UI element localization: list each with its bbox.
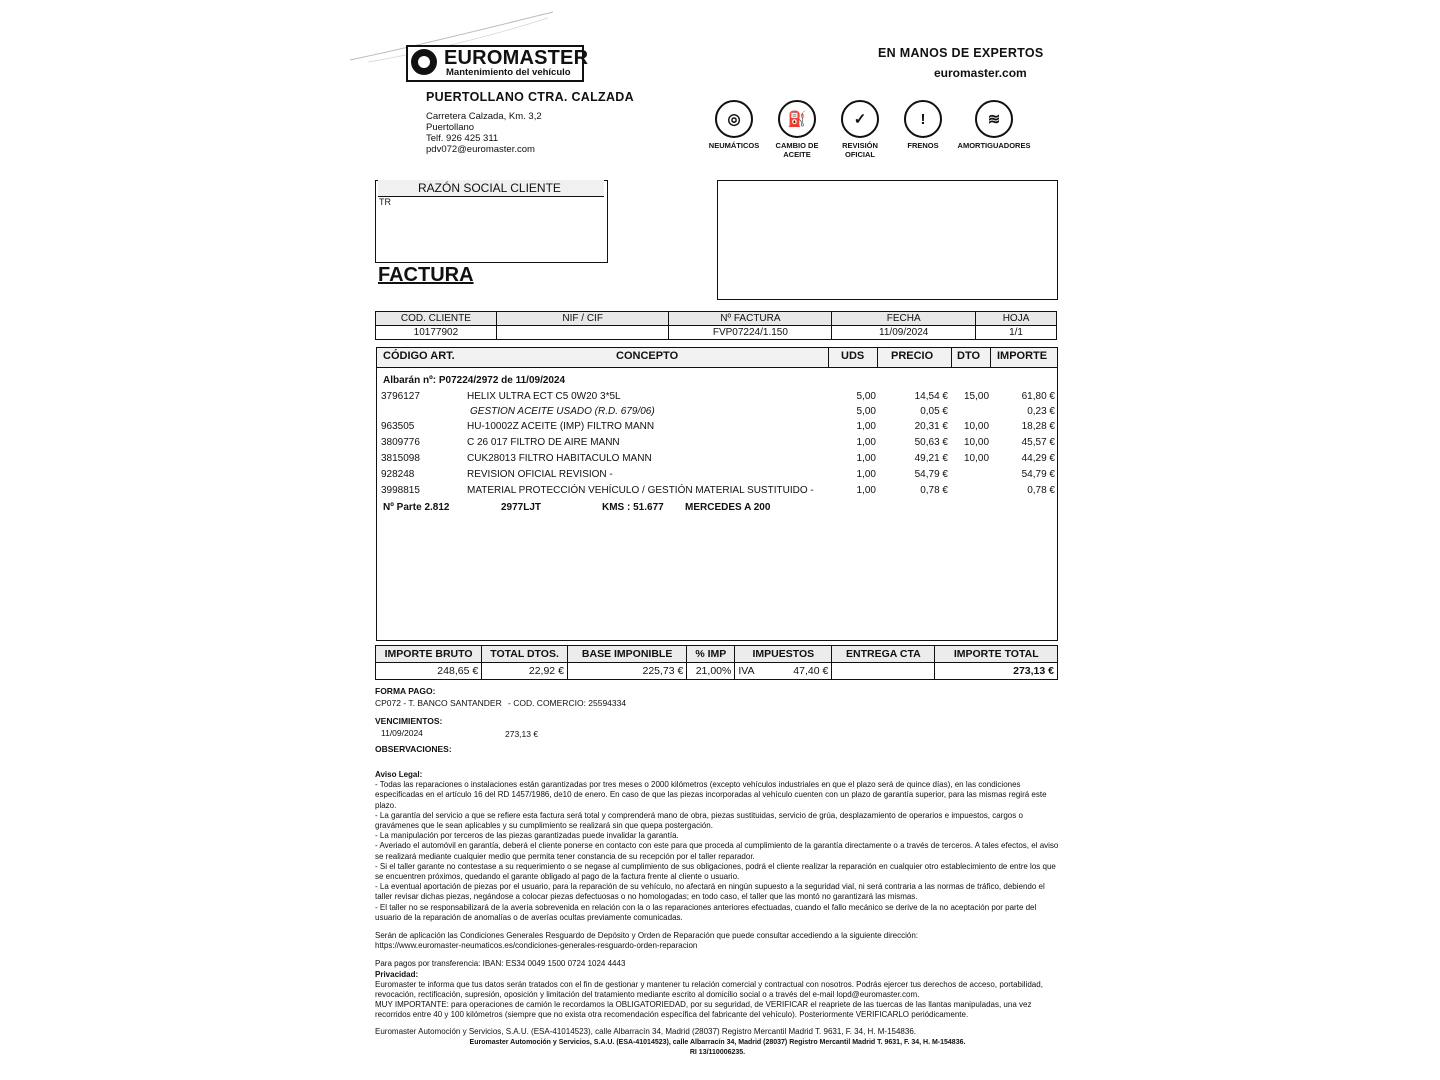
table-row: GESTION ACEITE USADO (R.D. 679/06) 5,00 0,05 € 0,23 € bbox=[470, 406, 1055, 417]
table-row: 963505 HU-10002Z ACEITE (IMP) FILTRO MANN 1,00 20,31 € 10,00 18,28 € bbox=[381, 421, 1055, 432]
client-code: 10177902 bbox=[376, 326, 497, 340]
tax-amount: 47,40 € bbox=[793, 665, 829, 677]
items-table bbox=[376, 347, 1058, 641]
service-shock-absorbers: ≋ AMORTIGUADORES bbox=[954, 100, 1034, 150]
totals-table: IMPORTE BRUTO TOTAL DTOS. BASE IMPONIBLE % IMP IMPUESTOS ENTREGA CTA IMPORTE TOTAL 248,65 € 22,92 € 225,73 € 21,00% IVA 47,40 € 273,13 € bbox=[375, 645, 1058, 680]
service-tires: ◎ NEUMÁTICOS bbox=[694, 100, 774, 150]
albaran-line: Albarán nº: P07224/2972 de 11/09/2024 bbox=[383, 375, 566, 386]
page-number: 1/1 bbox=[976, 326, 1057, 340]
table-row: 3809776 C 26 017 FILTRO DE AIRE MANN 1,00 50,63 € 10,00 45,57 € bbox=[381, 437, 1055, 448]
observations-label: OBSERVACIONES: bbox=[375, 744, 452, 754]
table-row: 3796127 HELIX ULTRA ECT C5 0W20 3*5L 5,00 14,54 € 15,00 61,80 € bbox=[381, 391, 1055, 402]
brake-icon: ! bbox=[904, 100, 942, 138]
shock-absorber-icon: ≋ bbox=[975, 100, 1013, 138]
brand-name: EUROMASTER bbox=[444, 47, 589, 69]
brand-website: euromaster.com bbox=[934, 66, 1027, 80]
shop-name: PUERTOLLANO CTRA. CALZADA bbox=[426, 90, 634, 104]
brand-subtitle: Mantenimiento del vehículo bbox=[446, 67, 571, 78]
conditions-url: https://www.euromaster-neumaticos.es/condiciones-generales-resguardo-orden-reparacion bbox=[375, 941, 698, 951]
taxable-base: 225,73 € bbox=[567, 663, 686, 680]
due-date: 11/09/2024 bbox=[381, 728, 423, 738]
account-payment bbox=[832, 663, 935, 680]
client-name: TR bbox=[379, 197, 391, 207]
tax-percent: 21,00% bbox=[687, 663, 735, 680]
gross-amount: 248,65 € bbox=[376, 663, 482, 680]
invoice-number: FVP07224/1.150 bbox=[669, 326, 832, 340]
commerce-code: - COD. COMERCIO: 25594334 bbox=[508, 698, 627, 708]
document-title: FACTURA bbox=[378, 264, 474, 286]
shop-city: Puertollano bbox=[426, 122, 475, 133]
client-title-bar bbox=[378, 180, 604, 197]
due-label: VENCIMIENTOS: bbox=[375, 716, 443, 726]
invoice-header-table: COD. CLIENTE NIF / CIF Nº FACTURA FECHA HOJA 10177902 FVP07224/1.150 11/09/2024 1/1 bbox=[375, 311, 1057, 340]
service-brakes: ! FRENOS bbox=[883, 100, 963, 150]
shop-email: pdv072@euromaster.com bbox=[426, 144, 535, 155]
total-amount: 273,13 € bbox=[935, 663, 1058, 680]
table-row: 3815098 CUK28013 FILTRO HABITACULO MANN 1,00 49,21 € 10,00 44,29 € bbox=[381, 453, 1055, 464]
shipping-address-box bbox=[717, 180, 1058, 300]
payment-label: FORMA PAGO: bbox=[375, 686, 436, 696]
nif-cif bbox=[496, 326, 669, 340]
tire-icon: ◎ bbox=[715, 100, 753, 138]
brand-tagline: EN MANOS DE EXPERTOS bbox=[878, 46, 1044, 60]
table-row: 3998815 MATERIAL PROTECCIÓN VEHÍCULO / GESTIÓN MATERIAL SUSTITUIDO - 1,00 0,78 € 0,78 € bbox=[381, 485, 1055, 496]
tax-amount-cell: IVA 47,40 € bbox=[735, 663, 832, 680]
shop-address: Carretera Calzada, Km. 3,2 bbox=[426, 111, 542, 122]
logo-emblem-icon bbox=[411, 49, 437, 75]
car-check-icon: ✓ bbox=[841, 100, 879, 138]
due-amount: 273,13 € bbox=[505, 729, 539, 739]
shop-phone: Telf. 926 425 311 bbox=[426, 133, 499, 144]
service-oil-change: ⛽ CAMBIO DE ACEITE bbox=[757, 100, 837, 159]
oil-change-icon: ⛽ bbox=[778, 100, 816, 138]
client-title: RAZÓN SOCIAL CLIENTE bbox=[418, 181, 561, 195]
work-order-line: Nº Parte 2.812 2977LJT KMS : 51.677 MERCEDES A 200 bbox=[383, 502, 771, 513]
legal-notice: Aviso Legal: - Todas las reparaciones o instalaciones están garantizadas por tres meses o 2000 kilómetros (excepto vehículos industriales en que el plazo será de quince días), en las condiciones especificadas en el artículo 16 del RD 1457/1986, de10 de enero. En caso de que las piezas incorporadas al vehículo cuenten con un plazo de garantía superior, para las mismas regirá este plazo. - La garantía del servicio a que se refiere esta factura será total y comprenderá mano de obra, piezas sustituidas, servicio de grúa, desplazamiento de operarios e impuestos, cargos o gravámenes que le sean aplicables y su cumplimiento se realizará sin que quepa postergación. - La manipulación por terceros de las piezas garantizadas puede invalidar la garantía. - Averiado el automóvil en garantía, deberá el cliente ponerse en contacto con este para que proceda al cumplimiento de la garantía directamente o a través de terceros. A tales efectos, el aviso se realizará mediante cualquier medio que permita tener constancia de su recepción por el taller reparador. - Si el taller garante no contestase a su requerimiento o se negase al cumplimiento de sus obligaciones, podrá el cliente realizar la reparación en cualquier otro establecimiento de entre los que se encuentren próximos, quedando el garante obligado al pago de la factura frente al cliente o usuario. - La eventual aportación de piezas por el usuario, para la reparación de su vehículo, no afectará en ningún supuesto a la seguridad vial, ni será contraria a las normas de tráfico, debiendo el taller revisar dichas piezas, negándose a colocar piezas defectuosas o no homologadas; en todo caso, el taller que las montó no garantizará las mismas. - El taller no se responsabilizará de la avería sobrevenida en relación con la o las reparaciones anteriores efectuadas, cuando el fallo mecánico se derive de la no aceptación por parte del usuario de la reparación de anomalías o de averías ocultas previamente comunicadas. Serán de aplicación las Condiciones Generales Resguardo de Depósito y Orden de Reparación que puede consultar accediendo a la siguiente dirección: https://www.euromaster-neumaticos.es/condiciones-generales-resguardo-orden-reparacion Para pagos por transferencia: IBAN: ES34 0049 1500 0724 1024 4443 Privacidad: Euromaster te informa que tus datos serán tratados con el fin de gestionar y mantener tu relación comercial y contractual con nosotros. Podrás ejercer tus derechos de acceso, portabilidad, revocación, rectificación, supresión, oposición y limitación del tratamiento mediante escrito al domicilio social o a través del e-mail lopd@euromaster.com. MUY IMPORTANTE: para operaciones de camión le recordamos la OBLIGATORIEDAD, por su seguridad, de VERIFICAR el reapriete de las tuercas de las llantas manipuladas, una vez recorridos entre 40 y 100 kilómetros (siempre que no exista otra recomendación específica del fabricante del vehículo). Posteriormente VERIFICARLO periódicamente. Euromaster Automoción y Servicios, S.A.U. (ESA-41014523), calle Albarracín 34, Madrid (28037) Registro Mercantil Madrid T. 9631, F. 34, H. M-154836. Euromaster Automoción y Servicios, S.A.U. (ESA-41014523), calle Albarracín 34, Madrid (28037) Registro Mercantil Madrid T. 9631, F. 34, H. M-154836. RI 13/110006235. bbox=[375, 770, 1059, 1057]
items-header: CÓDIGO ART. CONCEPTO UDS PRECIO DTO IMPORTE bbox=[377, 348, 1057, 368]
total-discounts: 22,92 € bbox=[482, 663, 568, 680]
payment-method: CP072 - T. BANCO SANTANDER bbox=[375, 698, 502, 708]
table-row: 928248 REVISION OFICIAL REVISION - 1,00 54,79 € 54,79 € bbox=[381, 469, 1055, 480]
euromaster-logo bbox=[406, 45, 589, 82]
invoice-date: 11/09/2024 bbox=[832, 326, 976, 340]
service-official-check: ✓ REVISIÓN OFICIAL bbox=[820, 100, 900, 159]
